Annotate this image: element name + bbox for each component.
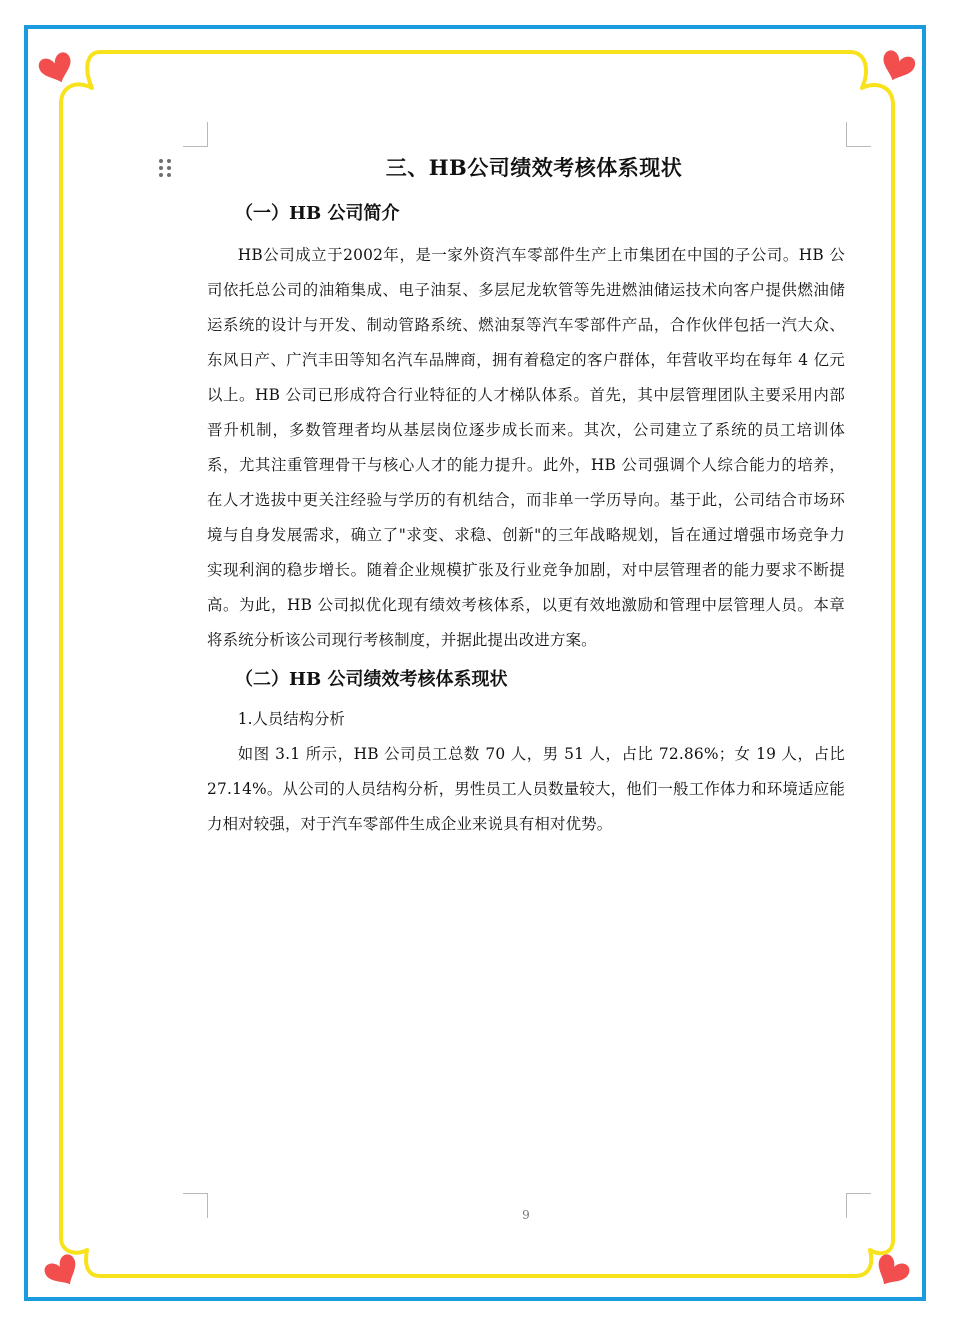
drag-dot <box>167 166 171 170</box>
crop-mark-top-right <box>846 122 871 147</box>
page-number: 9 <box>522 1208 530 1222</box>
drag-dot <box>159 159 163 163</box>
drag-handle-icon[interactable] <box>159 159 173 179</box>
paragraph-company-intro: HB公司成立于2002年，是一家外资汽车零部件生产上市集团在中国的子公司。HB 公司依托总公司的油箱集成、电子油泵、多层尼龙软管等先进燃油储运技术向客户提供燃油储运系统的设计与开发、制动管路系统、燃油泵等汽车零部件产品，合作伙伴包括一汽大众、东风日产、广汽丰田等知名汽车品牌商，拥有着稳定的客户群体，年营收平均在每年 4 亿元以上。HB 公司已形成符合行业特征的人才梯队体系。首先，其中层管理团队主要采用内部晋升机制，多数管理者均从基层岗位逐步成长而来。其次，公司建立了系统的员工培训体系，尤其注重管理骨干与核心人才的能力提升。此外，HB 公司强调个人综合能力的培养，在人才选拔中更关注经验与学历的有机结合，而非单一学历导向。基于此，公司结合市场环境与自身发展需求，确立了"求变、求稳、创新"的三年战略规划，旨在通过增强市场竞争力实现利润的稳步增长。随着企业规模扩张及行业竞争加剧，对中层管理者的能力要求不断提高。为此，HB 公司拟优化现有绩效考核体系，以更有效地激励和管理中层管理人员。本章将系统分析该公司现行考核制度，并据此提出改进方案。 <box>207 246 845 649</box>
chapter-title: 三、HB公司绩效考核体系现状 <box>385 155 683 180</box>
drag-dot <box>159 166 163 170</box>
crop-mark-top-left <box>183 122 208 147</box>
document-body <box>207 150 845 842</box>
drag-dot <box>159 173 163 177</box>
section-title-company-intro: （一）HB 公司简介 <box>235 203 400 224</box>
drag-dot <box>167 173 171 177</box>
subsection-title-staff-structure: 1.人员结构分析 <box>237 710 345 728</box>
section-title-performance-system: （二）HB 公司绩效考核体系现状 <box>235 669 508 690</box>
paragraph-staff-structure: 如图 3.1 所示，HB 公司员工总数 70 人，男 51 人，占比 72.86%；女 19 人，占比 27.14%。从公司的人员结构分析，男性员工人员数量较大，他们一般工作体力和环境适应能力相对较强，对于汽车零部件生成企业来说具有相对优势。 <box>207 745 845 833</box>
drag-dot <box>167 159 171 163</box>
